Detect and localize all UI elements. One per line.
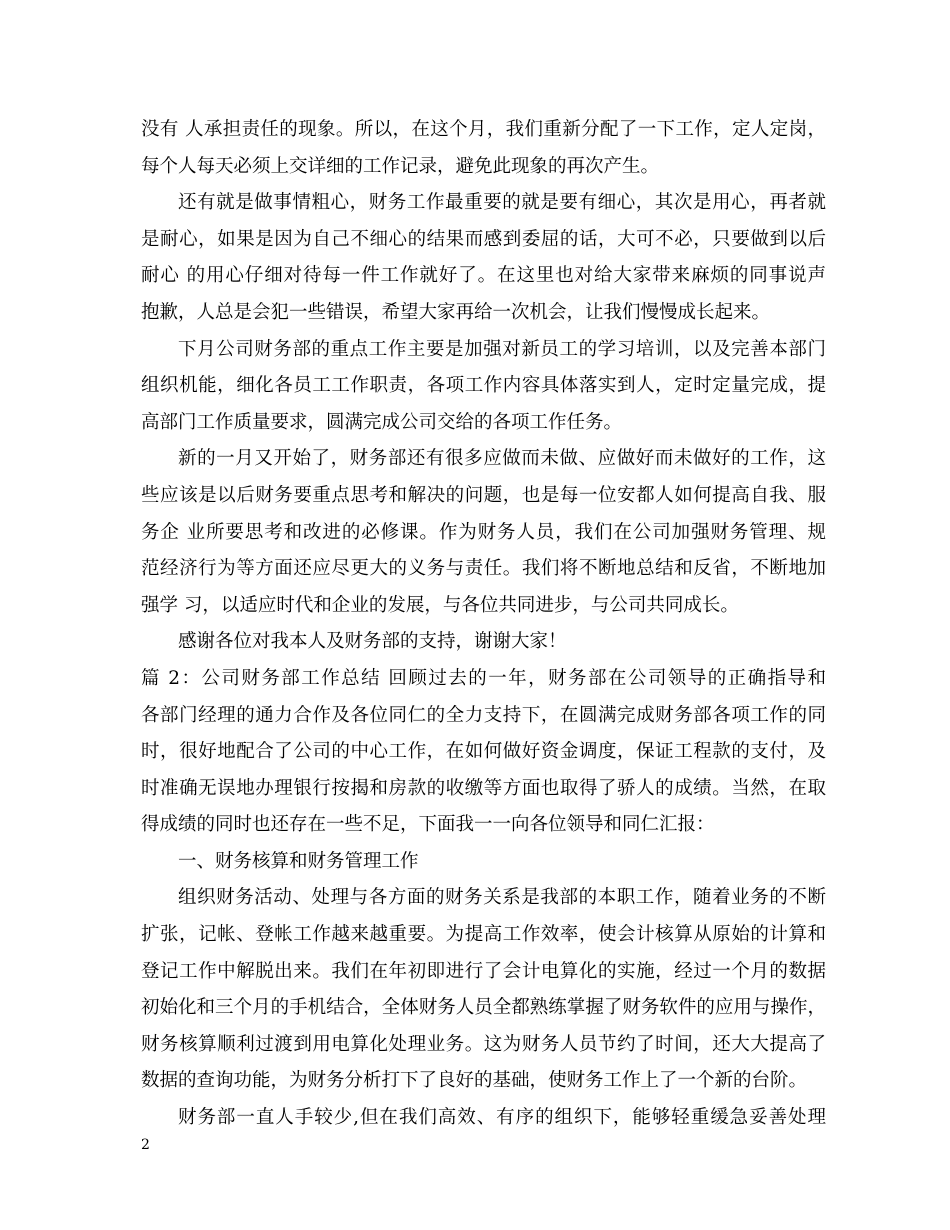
- text-line: 时准确无误地办理银行按揭和房款的收缴等方面也取得了骄人的成绩。当然，在取: [141, 777, 826, 799]
- text-line: 强学 习，以适应时代和企业的发展，与各位共同进步，与公司共同成长。: [141, 594, 739, 616]
- text-line: 财务核算顺利过渡到用电算化处理业务。这为财务人员节约了时间，还大大提高了: [141, 1033, 826, 1055]
- text-line: 得成绩的同时也还存在一些不足，下面我一一向各位领导和同仁汇报：: [141, 814, 715, 836]
- text-line: 是耐心，如果是因为自己不细心的结果而感到委屈的话，大可不必，只要做到以后: [141, 228, 826, 250]
- text-line: 新的一月又开始了，财务部还有很多应做而未做、应做好而未做好的工作，这: [178, 448, 826, 470]
- text-line: 抱歉，人总是会犯一些错误，希望大家再给一次机会，让我们慢慢成长起来。: [141, 301, 771, 323]
- text-line: 感谢各位对我本人及财务部的支持，谢谢大家！: [178, 631, 567, 653]
- text-line: 些应该是以后财务要重点思考和解决的问题，也是每一位安都人如何提高自我、服: [141, 484, 826, 506]
- text-line: 高部门工作质量要求，圆满完成公司交给的各项工作任务。: [141, 411, 623, 433]
- text-line: 没有 人承担责任的现象。所以，在这个月，我们重新分配了一下工作，定人定岗，: [141, 119, 826, 140]
- section-heading-line: 篇 2：公司财务部工作总结 回顾过去的一年，财务部在公司领导的正确指导和: [141, 667, 826, 689]
- page-number: 2: [141, 1137, 150, 1153]
- text-line: 数据的查询功能，为财务分析打下了良好的基础，使财务工作上了一个新的台阶。: [141, 1070, 808, 1092]
- text-line: 还有就是做事情粗心，财务工作最重要的就是要有细心，其次是用心，再者就: [178, 192, 826, 214]
- text-line: 每个人每天必须上交详细的工作记录，避免此现象的再次产生。: [141, 155, 660, 177]
- text-line: 务企 业所要思考和改进的必修课。作为财务人员，我们在公司加强财务管理、规: [141, 521, 826, 543]
- text-line: 扩张，记帐、登帐工作越来越重要。为提高工作效率，使会计核算从原始的计算和: [141, 924, 826, 946]
- text-line: 范经济行为等方面还应尽更大的义务与责任。我们将不断地总结和反省，不断地加: [141, 558, 826, 580]
- text-line: 下月公司财务部的重点工作主要是加强对新员工的学习培训，以及完善本部门: [178, 338, 826, 360]
- body-text: [141, 112, 826, 1137]
- text-line: 组织财务活动、处理与各方面的财务关系是我部的本职工作，随着业务的不断: [178, 887, 826, 909]
- text-line: 各部门经理的通力合作及各位同仁的全力支持下，在圆满完成财务部各项工作的同: [141, 704, 826, 726]
- text-line: 耐心 的用心仔细对待每一件工作就好了。在这里也对给大家带来麻烦的同事说声: [141, 265, 826, 287]
- text-line: 登记工作中解脱出来。我们在年初即进行了会计电算化的实施，经过一个月的数据: [141, 960, 826, 982]
- text-line: 财务部一直人手较少,但在我们高效、有序的组织下，能够轻重缓急妥善处理: [178, 1107, 826, 1129]
- subsection-heading: 一、财务核算和财务管理工作: [178, 850, 419, 872]
- text-line: 时，很好地配合了公司的中心工作，在如何做好资金调度，保证工程款的支付，及: [141, 741, 826, 763]
- text-line: 组织机能，细化各员工工作职责，各项工作内容具体落实到人，定时定量完成，提: [141, 375, 826, 397]
- text-line: 初始化和三个月的手机结合，全体财务人员全都熟练掌握了财务软件的应用与操作，: [141, 997, 826, 1019]
